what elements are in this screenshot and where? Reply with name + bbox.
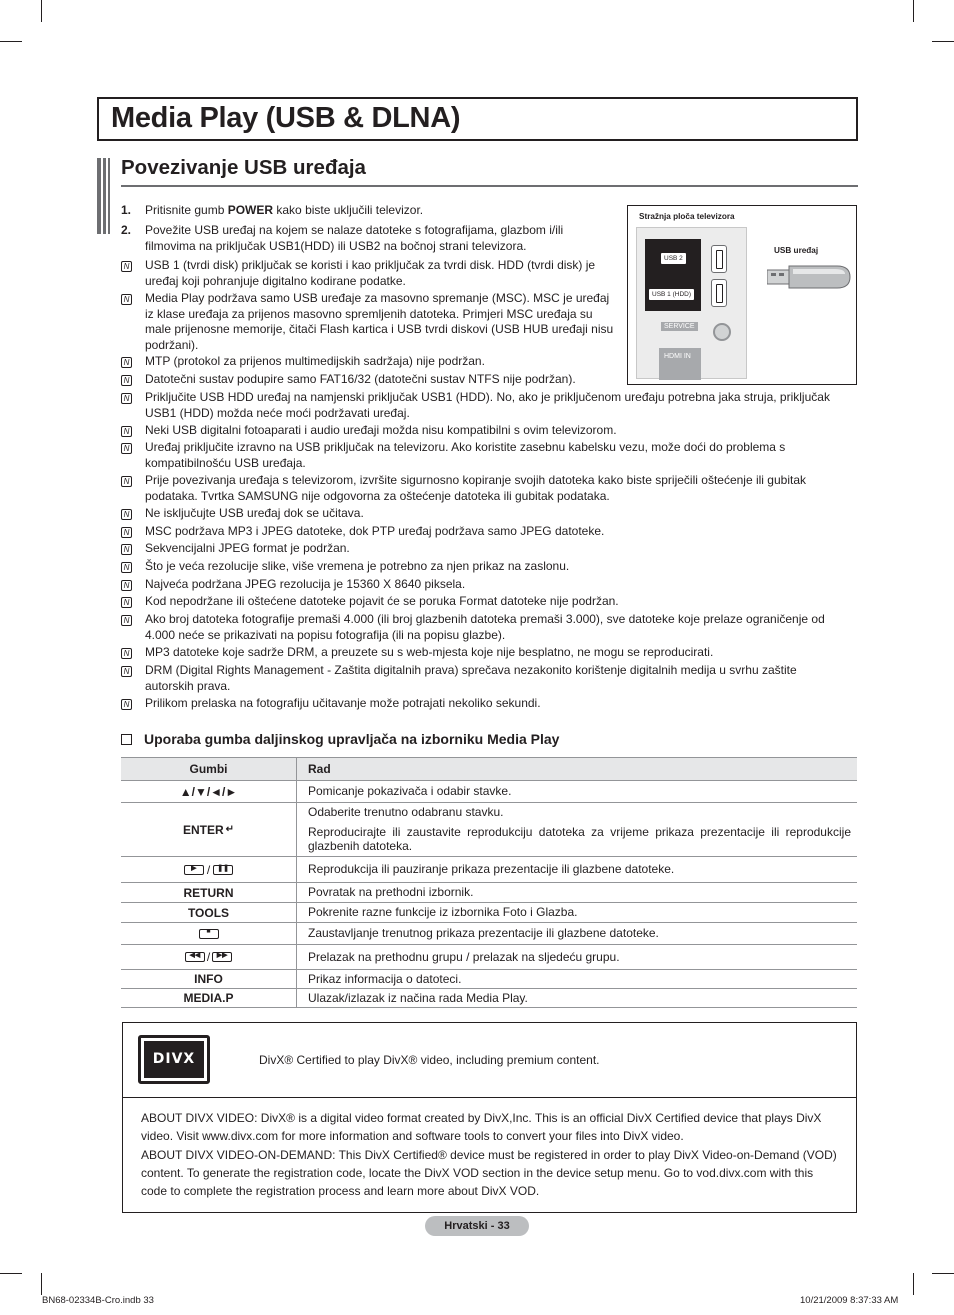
table-row [121, 970, 857, 989]
rear-panel-figure [627, 205, 857, 385]
rewind-icon: ◀◀ [185, 952, 205, 962]
usb-stick-icon [767, 262, 851, 292]
tv-rear-panel [636, 227, 747, 379]
note-item: N MP3 datoteke koje sadrže DRM, a preuzete su s web-mjesta koje nije besplatno, ne mogu se reproducirati. [121, 645, 851, 661]
action-text: Prikaz informacija o datoteci. [296, 970, 857, 988]
note-icon: N [121, 294, 132, 305]
note-item: N MTP (protokol za prijenos multimedijskih sadržaja) nije podržan. [121, 354, 621, 370]
table-header-row [121, 757, 857, 781]
note-item: N Što je veća rezolucije slike, više vremena je potrebno za njen prikaz na zaslonu. [121, 559, 851, 575]
col-header-action: Rad [296, 758, 857, 780]
note-item: N Uređaj priključite izravno na USB priključak na televizoru. Ako koristite zasebnu kabelsku vezu, može doći do problema s kompatibilnošću USB uređaja. [121, 440, 821, 471]
usb1-port [711, 279, 727, 307]
page-title-box [97, 97, 858, 141]
note-item: N Sekvencijalni JPEG format je podržan. [121, 541, 851, 557]
enter-icon: ↵ [225, 824, 235, 835]
button-enter: ENTER ↵ [182, 822, 235, 837]
crop-mark [41, 0, 42, 22]
button-media-p: MEDIA.P [183, 991, 234, 1005]
usb-port-area [645, 239, 701, 311]
hdmi-label: HDMI IN [661, 352, 694, 361]
pause-icon: ❚❚ [213, 865, 233, 875]
note-icon: N [121, 393, 132, 404]
note-item: N Najveća podržana JPEG rezolucija je 15360 X 8640 piksela. [121, 577, 851, 593]
action-text: Reprodukcija ili pauziranje prikaza prezentacije ili glazbene datoteke. [296, 857, 857, 882]
divx-about-text: ABOUT DIVX VIDEO: DivX® is a digital video format created by DivX,Inc. This is an official DivX Certified device that plays DivX video. Visit www.divx.com for more information and software tools to convert your files into DivX video. ABOUT DIVX VIDEO-ON-DEMAND: This DivX Certified® device must be registered in order to play DivX Video-on-Demand (VOD) content. To generate the registration code, locate the DivX VOD section in the device setup menu. Go to vod.divx.com with this code to complete the registration process and learn more about DivX VOD. [141, 1111, 837, 1199]
note-item: N Datotečni sustav podupire samo FAT16/32 (datotečni sustav NTFS nije podržan). [121, 372, 621, 388]
note-item: N Priključite USB HDD uređaj na namjenski priključak USB1 (HDD). No, ako je priključenom uređaju potrebna jaka struja, priključak USB1 (HDD) možda neće moći podržavati uređaj. [121, 390, 851, 421]
table-row [121, 857, 857, 883]
divx-logo: DIVX [138, 1035, 210, 1084]
step-number: 1. [121, 203, 132, 217]
divx-certified-text: DivX® Certified to play DivX® video, including premium content. [259, 1053, 600, 1067]
table-row [121, 923, 857, 945]
note-icon: N [121, 357, 132, 368]
note-item: N Ne isključujte USB uređaj dok se učitava. [121, 506, 851, 522]
note-item: N Kod nepodržane ili oštećene datoteke pojavit će se poruka Format datoteke nije podržan. [121, 594, 851, 610]
usb2-port-label: USB 2 [661, 253, 686, 264]
button-stop [121, 923, 296, 944]
note-icon: N [121, 666, 132, 677]
button-play-pause: ▶ / ❚❚ [121, 857, 296, 882]
note-icon: N [121, 443, 132, 454]
footer-timestamp: 10/21/2009 8:37:33 AM [800, 1295, 899, 1306]
section-divider [121, 185, 858, 187]
action-text: Prelazak na prethodnu grupu / prelazak na sljedeću grupu. [296, 945, 857, 969]
note-icon: N [121, 476, 132, 487]
usb1-port-label: USB 1 (HDD) [649, 289, 694, 300]
note-icon: N [121, 375, 132, 386]
table-row [121, 989, 857, 1008]
button-rew-ff: ◀◀ / ▶▶ [121, 945, 296, 969]
note-icon: N [121, 562, 132, 573]
note-item: N USB 1 (tvrdi disk) priključak se koristi i kao priključak za tvrdi disk. HDD (tvrdi disk) je uređaj koji pohranjuje digitalno kodirane podatke. [121, 258, 611, 289]
service-label: SERVICE [661, 322, 698, 331]
page-title: Media Play (USB & DLNA) [111, 102, 461, 134]
note-icon: N [121, 615, 132, 626]
note-item: N Neki USB digitalni fotoaparati i audio uređaji možda nisu kompatibilni s ovim televizorom. [121, 423, 851, 439]
usb2-port [711, 245, 727, 273]
footer-file-info: BN68-02334B-Cro.indb 33 [42, 1295, 154, 1306]
action-text: Povratak na prethodni izbornik. [296, 883, 857, 902]
action-text: Zaustavljanje trenutnog prikaza prezentacije ili glazbene datoteke. [296, 923, 857, 944]
note-item: N Prilikom prelaska na fotografiju učitavanje može potrajati nekoliko sekundi. [121, 696, 851, 712]
note-icon: N [121, 527, 132, 538]
remote-buttons-table [121, 757, 857, 1008]
note-icon: N [121, 426, 132, 437]
step-2: 2. Povežite USB uređaj na kojem se nalaze datoteke s fotografijama, glazbom i/ili filmovima na priključak USB1(HDD) ili USB2 na bočnoj strani televizora. [121, 223, 564, 253]
page-number-badge: Hrvatski - 33 [425, 1216, 529, 1236]
note-icon: N [121, 580, 132, 591]
play-icon: ▶ [184, 865, 204, 875]
stop-icon: ■ [199, 929, 219, 939]
note-icon: N [121, 509, 132, 520]
divider [123, 1097, 856, 1098]
note-item: N DRM (Digital Rights Management - Zaštita digitalnih prava) sprečava nezakonito korištenje digitalnih medija u svrhu zaštite autorskih prava. [121, 663, 831, 694]
crop-mark [932, 41, 954, 42]
table-row [121, 883, 857, 903]
table-row [121, 781, 857, 803]
action-text: Pokrenite razne funkcije iz izbornika Foto i Glazba. [296, 903, 857, 922]
service-jack [713, 323, 731, 341]
note-icon: N [121, 544, 132, 555]
note-icon: N [121, 648, 132, 659]
crop-mark [0, 41, 22, 42]
checkbox-bullet-icon [121, 734, 132, 745]
divx-info-box [122, 1022, 857, 1213]
col-header-buttons: Gumbi [189, 762, 228, 776]
crop-mark [0, 1273, 22, 1274]
step-number: 2. [121, 223, 132, 237]
remote-heading: Uporaba gumba daljinskog upravljača na izborniku Media Play [121, 731, 559, 747]
crop-mark [913, 0, 914, 22]
action-text: Odaberite trenutno odabranu stavku. Reproducirajte ili zaustavite reprodukciju datoteka za vrijeme prikaza prezentacije ili reprodukcije glazbenih datoteka. [296, 803, 857, 856]
fast-forward-icon: ▶▶ [212, 952, 232, 962]
note-item: N MSC podržava MP3 i JPEG datoteke, dok PTP uređaj podržava samo JPEG datoteke. [121, 524, 851, 540]
table-row [121, 803, 857, 857]
table-row [121, 903, 857, 923]
crop-mark [41, 1273, 42, 1295]
section-title: Povezivanje USB uređaja [121, 156, 366, 179]
crop-mark [932, 1273, 954, 1274]
button-info: INFO [194, 972, 223, 986]
section-marker [97, 158, 111, 234]
action-text: Ulazak/izlazak iz načina rada Media Play. [296, 989, 857, 1007]
table-row [121, 945, 857, 970]
button-arrows: ▲/▼/◄/► [179, 784, 238, 799]
crop-mark [913, 1273, 914, 1295]
action-text: Pomicanje pokazivača i odabir stavke. [296, 781, 857, 802]
note-item: N Media Play podržava samo USB uređaje za masovno spremanje (MSC). MSC je uređaj iz klase uređaja za prijenos masovno spremljenih datoteka. Primjeri MSC uređaja su male prijenosne memorije, čitači Flash kartica i USB tvrdi diskovi (USB HUB uređaji nisu podržani). [121, 291, 621, 353]
note-icon: N [121, 699, 132, 710]
note-icon: N [121, 597, 132, 608]
figure-caption: Stražnja ploča televizora [639, 212, 735, 221]
note-item: N Prije povezivanja uređaja s televizorom, izvršite sigurnosno kopiranje svojih datoteka kako biste spriječili oštećenje ili gubitak podataka. Tvrtka SAMSUNG nije odgovorna za oštećenje datoteka ili gubitak podataka. [121, 473, 833, 504]
button-tools: TOOLS [187, 905, 230, 920]
note-icon: N [121, 261, 132, 272]
usb-device-label: USB uređaj [774, 246, 819, 255]
note-item: N Ako broj datoteka fotografije premaši 4.000 (ili broj glazbenih datoteka premaši 3.000), sve datoteke koje prelaze ograničenje od 4.000 neće se prikazivati na popisu fotografija (ili na popisu glazbe). [121, 612, 851, 643]
step-1: 1. Pritisnite gumb POWER kako biste uključili televizor. [121, 203, 424, 217]
button-return: RETURN [183, 885, 234, 900]
